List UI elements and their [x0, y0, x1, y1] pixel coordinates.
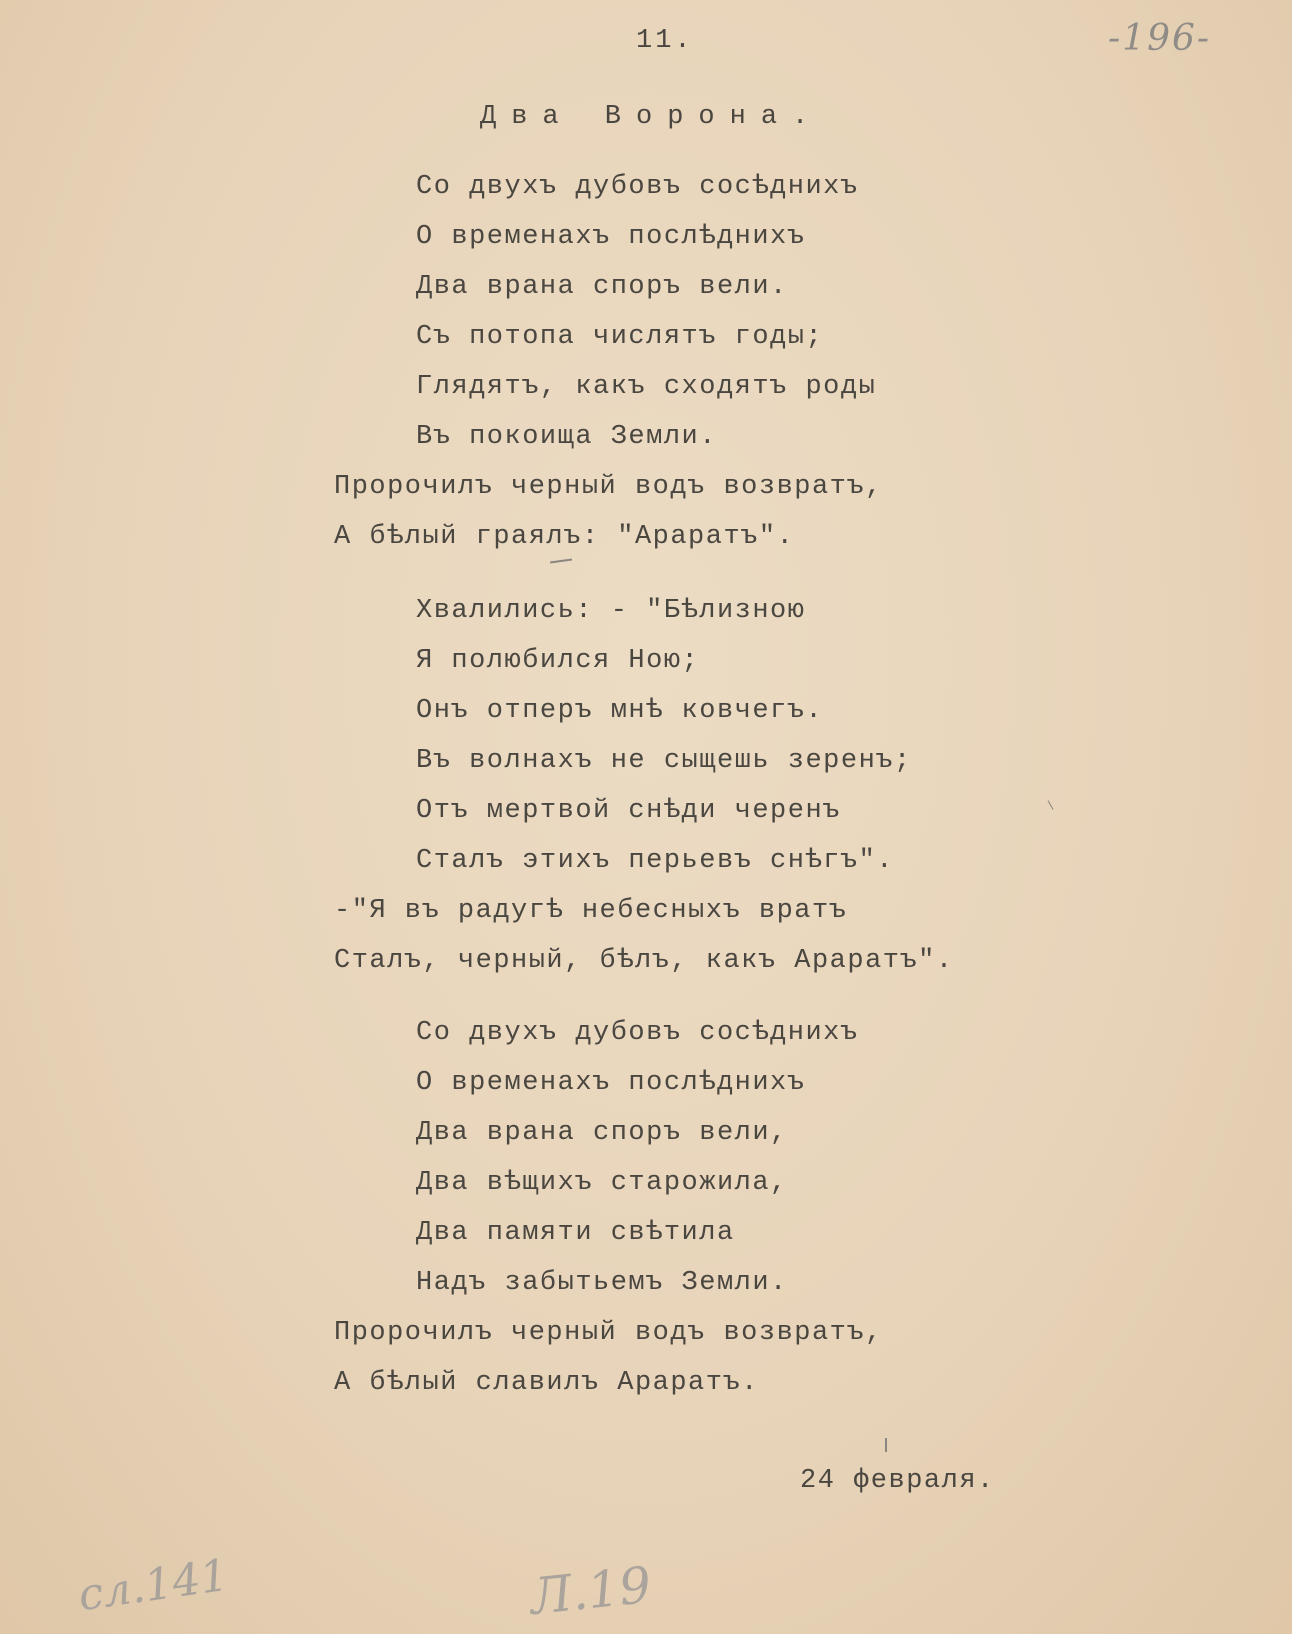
poem-line: Въ волнахъ не сыщешь зеренъ; [416, 746, 912, 776]
poem-line: Глядятъ, какъ сходятъ роды [416, 372, 877, 402]
poem-line: Онъ отперъ мнѣ ковчегъ. [416, 696, 824, 726]
archive-handwritten-mark: сл.141 [75, 1549, 232, 1622]
poem-line: Пророчилъ черный водъ возвратъ, [334, 1318, 883, 1348]
poem-line: Надъ забытьемъ Земли. [416, 1268, 788, 1298]
stray-mark [550, 558, 572, 563]
poem-line: Сталъ этихъ перьевъ снѣгъ". [416, 846, 894, 876]
poem-line: Два врана споръ вели, [416, 1118, 788, 1148]
archive-handwritten-folio: Л.19 [527, 1555, 654, 1627]
poem-line: Два памяти свѣтила [416, 1218, 735, 1248]
poem-line: Въ покоища Земли. [416, 422, 717, 452]
poem-line: Пророчилъ черный водъ возвратъ, [334, 472, 883, 502]
poem-line: Отъ мертвой снѣди черенъ [416, 796, 841, 826]
poem-line: А бѣлый славилъ Араратъ. [334, 1368, 759, 1398]
stray-mark [1048, 800, 1054, 809]
poem-line: О временахъ послѣднихъ [416, 1068, 806, 1098]
archive-folio-number: -196- [1108, 18, 1212, 59]
poem-line: Два врана споръ вели. [416, 272, 788, 302]
poem-line: О временахъ послѣднихъ [416, 222, 806, 252]
poem-title: Два Ворона. [480, 102, 824, 132]
poem-line: Съ потопа числятъ годы; [416, 322, 824, 352]
poem-line: Со двухъ дубовъ сосѣднихъ [416, 172, 859, 202]
page-number: 11. [636, 26, 694, 56]
poem-line: Я полюбился Ною; [416, 646, 700, 676]
poem-line: Два вѣщихъ старожила, [416, 1168, 788, 1198]
poem-line: А бѣлый граялъ: "Араратъ". [334, 522, 795, 552]
poem-date: 24 февраля. [800, 1466, 995, 1496]
poem-line: Хвалились: - "Бѣлизною [416, 596, 806, 626]
poem-line: Со двухъ дубовъ сосѣднихъ [416, 1018, 859, 1048]
poem-line: Сталъ, черный, бѣлъ, какъ Араратъ". [334, 946, 954, 976]
stray-mark [885, 1438, 887, 1452]
poem-line: -"Я въ радугѣ небесныхъ вратъ [334, 896, 848, 926]
